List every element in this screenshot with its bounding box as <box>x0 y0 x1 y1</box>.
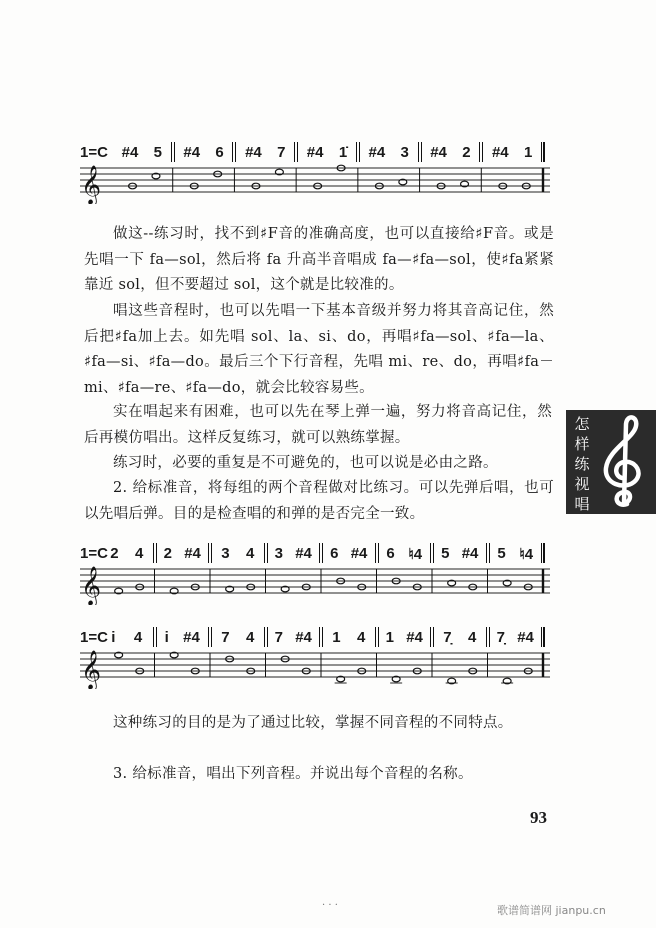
jianpu-note: #4 <box>517 629 534 646</box>
final-barline <box>541 543 545 563</box>
jianpu-note: #4 <box>183 144 201 161</box>
paragraph-2: 唱这些音程时，也可以先唱一下基本音级并努力将其音高记住，然后把♯fa加上去。如先唱 sol、la、si、do，再唱♯fa—sol、♯fa—la、♯fa—si、♯fa—do。最后三个下行音程，先唱 mi、re、do，再唱♯fa－mi、♯fa—re、♯fa—do，就会比较容易些。 <box>84 303 554 396</box>
jianpu-note: 4 <box>245 545 255 562</box>
barline <box>418 142 422 162</box>
jianpu-note: 5 <box>441 545 450 562</box>
barline <box>375 627 379 647</box>
jianpu-note: #4 <box>461 545 479 562</box>
staff-row-1 <box>80 164 550 204</box>
jianpu-note: 7 <box>274 629 283 646</box>
jianpu-note: #4 <box>295 545 312 562</box>
barline <box>375 543 379 563</box>
jianpu-note: 1 <box>332 629 341 646</box>
measure <box>269 629 319 646</box>
barline <box>486 627 490 647</box>
paragraph-4: 练习时，必要的重复是不可避免的，也可以说是必由之路。 <box>113 455 498 471</box>
measure <box>299 144 355 161</box>
jianpu-note: #4 <box>183 629 200 646</box>
barline <box>479 142 483 162</box>
jianpu-note: #4 <box>406 629 423 646</box>
barline <box>430 543 434 563</box>
measure <box>380 545 430 563</box>
jianpu-note: 4 <box>133 629 143 646</box>
treble-clef-icon: 𝄞 <box>81 165 102 204</box>
barline <box>264 627 268 647</box>
treble-clef-icon: 𝄞 <box>81 650 102 689</box>
measure <box>324 545 374 562</box>
jianpu-note: 1 <box>385 629 394 646</box>
final-barline <box>541 142 545 162</box>
measure <box>237 144 293 161</box>
barline <box>294 142 298 162</box>
key-signature: 1=C <box>80 629 108 646</box>
treble-clef-icon: 𝄞 <box>81 566 102 605</box>
jianpu-note: 4 <box>245 629 255 646</box>
measure <box>158 545 208 562</box>
jianpu-row-1 <box>80 142 550 164</box>
jianpu-note: 3 <box>221 545 230 562</box>
jianpu-note: 5 <box>497 545 506 562</box>
barline <box>430 627 434 647</box>
measure <box>435 629 485 646</box>
jianpu-note: 7 <box>221 629 230 646</box>
measure <box>380 629 430 646</box>
treble-clef-icon <box>594 412 654 512</box>
measure <box>361 144 417 161</box>
jianpu-note: 3 <box>400 144 409 161</box>
page-number: 93 <box>530 808 547 827</box>
jianpu-note: 3 <box>274 545 283 562</box>
paragraph-7: 3. 给标准音，唱出下列音程。并说出每个音程的名称。 <box>113 766 473 782</box>
jianpu-note: 6 <box>215 144 224 161</box>
final-barline <box>541 627 545 647</box>
chapter-side-tab <box>566 410 656 514</box>
watermark-text: 歌谱简谱网 jianpu.cn <box>497 904 606 917</box>
jianpu-note: #4 <box>184 545 201 562</box>
jianpu-note: 1̇ <box>338 144 348 161</box>
measure <box>423 144 479 161</box>
jianpu-note: #4 <box>430 144 447 161</box>
measure <box>491 545 541 563</box>
measure <box>213 629 263 646</box>
paragraph-6: 这种练习的目的是为了通过比较，掌握不同音程的不同特点。 <box>113 715 513 731</box>
barline <box>319 627 323 647</box>
barline <box>208 543 212 563</box>
paragraph-3: 实在唱起来有困难，也可以先在琴上弹一遍，努力将音高记住，然后再模仿唱出。这样反复练习，就可以熟练掌握。 <box>84 404 552 446</box>
jianpu-note: 7 <box>277 144 286 161</box>
jianpu-note: i <box>111 629 116 646</box>
barline <box>356 142 360 162</box>
jianpu-note: 1 <box>523 144 533 161</box>
jianpu-note: 2 <box>110 545 119 562</box>
jianpu-note: 2 <box>163 545 172 562</box>
jianpu-note: #4 <box>306 144 324 161</box>
measure <box>158 629 208 646</box>
measure <box>435 545 485 562</box>
jianpu-note: #4 <box>121 144 139 161</box>
measure <box>176 144 232 161</box>
measure <box>269 545 319 562</box>
staff-row-3 <box>80 649 550 689</box>
staff-row-2 <box>80 565 550 605</box>
measure <box>491 629 541 646</box>
barline <box>153 543 157 563</box>
key-signature: 1=C <box>80 144 108 161</box>
chapter-title-vertical: 怎样练视唱 <box>574 415 590 513</box>
jianpu-note: #4 <box>295 629 312 646</box>
jianpu-row-3 <box>80 627 550 649</box>
jianpu-note: 6 <box>330 545 339 562</box>
paragraph-5: 2. 给标准音，将每组的两个音程做对比练习。可以先弹后唱，也可以先唱后弹。目的是检查唱的和弹的是否完全一致。 <box>84 480 554 522</box>
measure <box>102 629 152 646</box>
jianpu-note: #4 <box>245 144 262 161</box>
paragraph-1: 做这--练习时，找不到♯F音的准确高度，也可以直接给♯F音。或是先唱一下 fa—sol，然后将 fa 升高半音唱成 fa—♯fa—sol，使♯fa紧紧靠近 sol，但不要超过 sol，这个就是比较准的。 <box>84 226 554 293</box>
jianpu-note: 4 <box>356 629 366 646</box>
key-signature: 1=C <box>80 545 108 562</box>
measure <box>114 144 170 161</box>
barline <box>171 142 175 162</box>
jianpu-note: 5 <box>153 144 163 161</box>
jianpu-note: #4 <box>491 144 509 161</box>
jianpu-note: #4 <box>368 144 386 161</box>
jianpu-row-2 <box>80 543 550 565</box>
jianpu-note: ♮4 <box>408 546 423 563</box>
measure <box>213 545 263 562</box>
jianpu-note: 6 <box>386 545 395 562</box>
barline <box>208 627 212 647</box>
footer-dots: · · · <box>322 900 338 911</box>
jianpu-note: 7̣ <box>496 629 505 646</box>
measure <box>102 545 152 562</box>
jianpu-note: 7̣ <box>443 629 452 646</box>
jianpu-note: #4 <box>350 545 368 562</box>
barline <box>319 543 323 563</box>
measure <box>324 629 374 646</box>
jianpu-note: 2 <box>462 144 471 161</box>
barline <box>486 543 490 563</box>
barline <box>232 142 236 162</box>
jianpu-note: 4 <box>134 545 144 562</box>
barline <box>264 543 268 563</box>
measure <box>484 144 540 161</box>
jianpu-note: 4 <box>467 629 477 646</box>
jianpu-note: i <box>164 629 169 646</box>
barline <box>153 627 157 647</box>
jianpu-note: ♮4 <box>519 546 534 563</box>
